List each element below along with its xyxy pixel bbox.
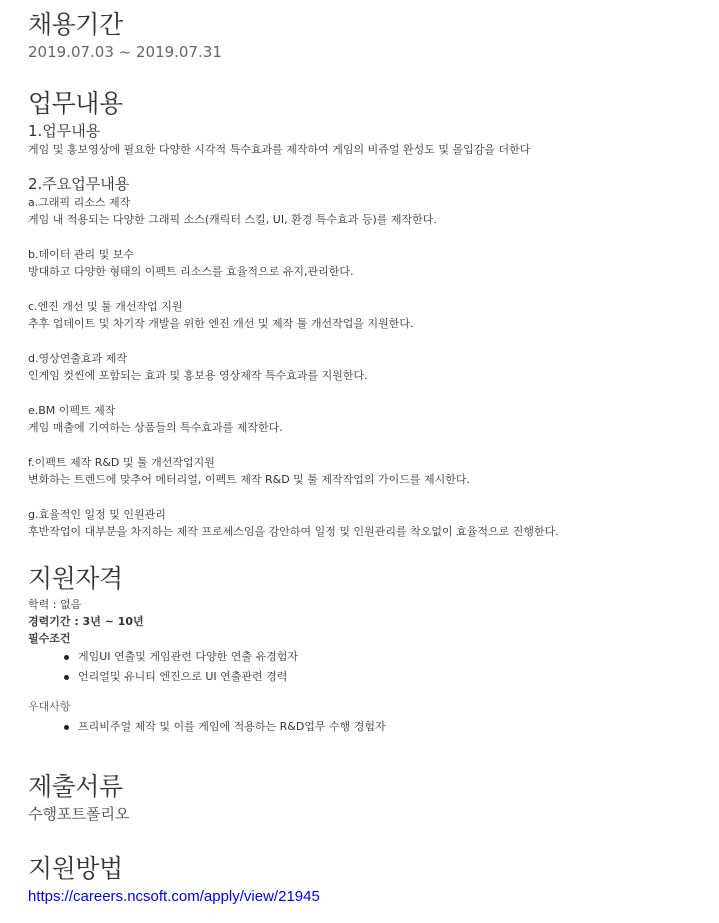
duty-item-label: d.영상연출효과 제작 xyxy=(28,352,127,365)
duty-item-text: 방대하고 다양한 형태의 이펙트 리소스를 효율적으로 유지,관리한다. xyxy=(28,265,354,278)
duty-item-text: 인게임 컷씬에 포함되는 효과 및 홍보용 영상제작 특수효과를 지원한다. xyxy=(28,369,368,382)
duty-item-label: b.데이터 관리 및 보수 xyxy=(28,248,134,261)
required-list xyxy=(28,647,708,687)
documents-text: 수행포트폴리오 xyxy=(28,805,130,823)
duty-item-e xyxy=(28,402,708,436)
duty-item-label: c.엔진 개선 및 툴 개선작업 지원 xyxy=(28,300,183,313)
qualifications-title: 지원자격 xyxy=(28,564,123,593)
duty-item-c xyxy=(28,298,708,332)
list-item: 게임UI 연출및 게임관련 다양한 연출 유경험자 xyxy=(78,647,708,667)
qualifications-education: 학력 : 없음 xyxy=(28,598,82,611)
preferred-label: 우대사항 xyxy=(28,700,71,713)
apply-title: 지원방법 xyxy=(28,854,123,883)
list-item: 언리얼및 유니티 엔진으로 UI 연출관련 경력 xyxy=(78,667,708,687)
duty-item-text: 게임 내 적용되는 다양한 그래픽 소스(캐릭터 스킬, UI, 환경 특수효과 등)를 제작한다. xyxy=(28,213,437,226)
duties-section2-heading: 2.주요업무내용 xyxy=(28,175,130,193)
period-title: 채용기간 xyxy=(28,10,123,39)
qualifications-experience: 경력기간 : 3년 ~ 10년 xyxy=(28,615,144,628)
apply-link[interactable]: https://careers.ncsoft.com/apply/view/21945 xyxy=(28,888,320,905)
duty-item-text: 후반작업이 대부분을 차지하는 제작 프로세스임을 감안하여 일정 및 인원관리를 착오없이 효율적으로 진행한다. xyxy=(28,525,559,538)
period-range: 2019.07.03 ~ 2019.07.31 xyxy=(28,43,222,61)
duties-section1-heading: 1.업무내용 xyxy=(28,122,101,140)
list-item: 프리비주얼 제작 및 이를 게임에 적용하는 R&D업무 수행 경험자 xyxy=(78,717,708,737)
duty-item-a xyxy=(28,194,708,228)
duty-item-label: a.그래픽 리소스 제작 xyxy=(28,196,131,209)
duty-item-label: f.이펙트 제작 R&D 및 툴 개선작업지원 xyxy=(28,456,215,469)
duty-item-d xyxy=(28,350,708,384)
job-posting xyxy=(28,8,708,907)
duty-item-text: 추후 업데이트 및 차기작 개발을 위한 엔진 개선 및 제작 툴 개선작업을 지원한다. xyxy=(28,317,414,330)
duty-item-text: 게임 매출에 기여하는 상품들의 특수효과를 제작한다. xyxy=(28,421,283,434)
duties-section1-text: 게임 및 홍보영상에 필요한 다양한 시각적 특수효과를 제작하여 게임의 비쥬얼 완성도 및 몰입감을 더한다 xyxy=(28,143,531,156)
required-label: 필수조건 xyxy=(28,632,71,645)
preferred-list xyxy=(28,717,708,737)
duties-title: 업무내용 xyxy=(28,89,123,118)
duty-item-text: 변화하는 트렌드에 맞추어 메터리얼, 이펙트 제작 R&D 및 툴 제작작업의 가이드를 제시한다. xyxy=(28,473,471,486)
duty-item-b xyxy=(28,246,708,280)
documents-title: 제출서류 xyxy=(28,772,123,801)
duty-item-g xyxy=(28,506,708,540)
duty-item-label: g.효율적인 일정 및 인원관리 xyxy=(28,508,166,521)
duty-item-f xyxy=(28,454,708,488)
duty-item-label: e.BM 이펙트 제작 xyxy=(28,404,116,417)
